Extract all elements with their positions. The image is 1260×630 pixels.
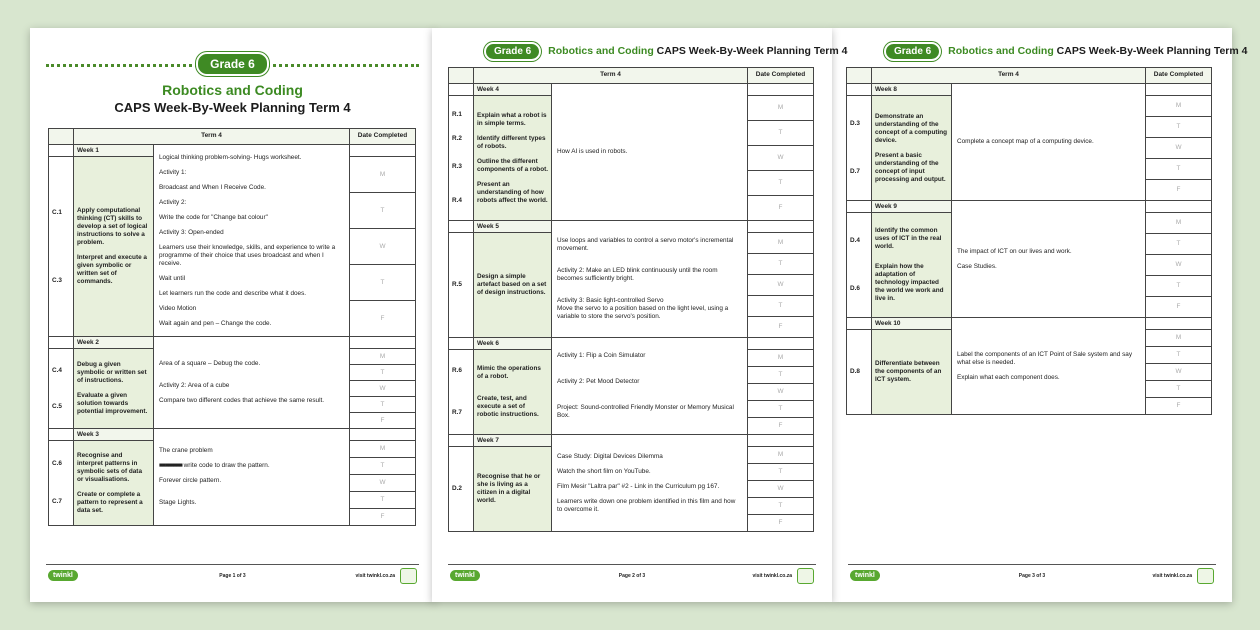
code-blocks-icon: ■■■■■■■■	[159, 462, 182, 469]
date-cell[interactable]: W	[748, 481, 814, 498]
objectives: Apply computational thinking (CT) skills to develop a set of logical instructions to solve a problem. Interpret and execute a given symbolic or written set of commands.	[74, 157, 154, 337]
planning-table	[846, 67, 1212, 415]
page-footer	[448, 564, 816, 586]
date-cell[interactable]: F	[350, 413, 416, 429]
date-cell[interactable]: T	[350, 492, 416, 509]
date-cell[interactable]: F	[748, 317, 814, 338]
date-cell[interactable]: M	[1146, 330, 1212, 347]
date-cell[interactable]: T	[748, 296, 814, 317]
date-cell[interactable]: W	[1146, 138, 1212, 159]
title-black: CAPS Week-By-Week Planning Term 4	[1056, 45, 1248, 57]
date-cell[interactable]: T	[350, 397, 416, 413]
activities: Logical thinking problem-solving- Hugs worksheet. Activity 1: Broadcast and When I Receive Code. Activity 2: Write the code for "Change bat colour" Activity 3: Open-ended Learners use their knowledge, skills, and experience to write a programme of their choice that uses broadcast and when I receive. Wait until Let learners run the code and describe what it does. Video Motion Wait again and pen – Change the code.	[154, 145, 350, 337]
week-label: Week 10	[872, 318, 952, 330]
week-label: Week 6	[474, 338, 552, 350]
quality-badge-icon	[1197, 568, 1214, 584]
header-term: Term 4	[872, 68, 1146, 84]
date-cell[interactable]: F	[1146, 398, 1212, 415]
outcome-codes: D.2	[449, 447, 474, 532]
header-blank	[49, 129, 74, 145]
week-label: Week 7	[474, 435, 552, 447]
title-green: Robotics and Coding	[162, 82, 303, 98]
date-cell[interactable]: F	[1146, 180, 1212, 201]
objectives: Explain what a robot is in simple terms. Identify different types of robots. Outline the different components of a robot. Present an understanding of how robots affect the world.	[474, 96, 552, 221]
page-1	[30, 28, 435, 602]
date-cell[interactable]: M	[1146, 213, 1212, 234]
header-date: Date Completed	[1146, 68, 1212, 84]
page-number: Page 2 of 3	[618, 573, 646, 579]
date-cell[interactable]: T	[1146, 276, 1212, 297]
week-label: Week 9	[872, 201, 952, 213]
page-footer	[46, 564, 419, 586]
date-cell[interactable]: T	[1146, 347, 1212, 364]
date-cell[interactable]: M	[1146, 96, 1212, 117]
date-cell[interactable]: T	[748, 254, 814, 275]
objectives: Mimic the operations of a robot. Create, test, and execute a set of robotic instructions.	[474, 350, 552, 435]
date-cell[interactable]: T	[350, 265, 416, 301]
date-cell[interactable]: T	[1146, 159, 1212, 180]
twinkl-logo: twinkl	[48, 570, 78, 581]
week-label: Week 1	[74, 145, 154, 157]
outcome-codes: R.6 R.7	[449, 350, 474, 435]
planning-table	[448, 67, 814, 532]
date-cell[interactable]: T	[748, 498, 814, 515]
quality-badge-icon	[400, 568, 417, 584]
week-label: Week 2	[74, 337, 154, 349]
grade-pill: Grade 6	[484, 42, 541, 61]
date-cell[interactable]: T	[1146, 117, 1212, 138]
outcome-codes: R.5	[449, 233, 474, 338]
page-3	[832, 28, 1248, 602]
grade-pill: Grade 6	[196, 52, 269, 76]
date-cell[interactable]: T	[350, 365, 416, 381]
outcome-codes: D.8	[847, 330, 872, 415]
date-cell[interactable]: M	[748, 350, 814, 367]
site-url: visit twinkl.co.za	[1152, 573, 1192, 579]
activities: Area of a square – Debug the code. Activity 2: Area of a cube Compare two different codes that achieve the same result.	[154, 337, 350, 429]
quality-badge-icon	[797, 568, 814, 584]
objectives: Identify the common uses of ICT in the real world. Explain how the adaptation of technology impacted the world we work and live in.	[872, 213, 952, 318]
header-blank	[449, 68, 474, 84]
outcome-codes: C.4 C.5	[49, 349, 74, 429]
site-url: visit twinkl.co.za	[752, 573, 792, 579]
date-cell[interactable]: T	[1146, 381, 1212, 398]
date-cell[interactable]: T	[748, 367, 814, 384]
date-cell[interactable]: F	[350, 301, 416, 337]
objectives: Recognise and interpret patterns in symbolic sets of data or visualisations. Create or complete a pattern to represent a data set.	[74, 441, 154, 526]
planning-table	[48, 128, 416, 526]
activities: The impact of ICT on our lives and work. Case Studies.	[952, 201, 1146, 318]
outcome-codes: C.1 C.3	[49, 157, 74, 337]
date-cell[interactable]: M	[748, 447, 814, 464]
date-cell[interactable]: F	[748, 418, 814, 435]
date-cell[interactable]: T	[748, 464, 814, 481]
week-label: Week 4	[474, 84, 552, 96]
page-header	[484, 42, 847, 62]
activities: Complete a concept map of a computing device.	[952, 84, 1146, 201]
header-term: Term 4	[74, 129, 350, 145]
date-cell[interactable]: T	[748, 171, 814, 196]
date-cell[interactable]: T	[350, 193, 416, 229]
date-cell[interactable]: W	[350, 381, 416, 397]
twinkl-logo: twinkl	[850, 570, 880, 581]
date-cell[interactable]: F	[748, 515, 814, 532]
header-date: Date Completed	[350, 129, 416, 145]
activities: Use loops and variables to control a servo motor's incremental movement. Activity 2: Make an LED blink continuously until the room becomes sufficiently bright. Activity 3: Basic light-controlled Servo Move the servo to a position based on the light level, using a variable to store the servo's position.	[552, 221, 748, 338]
week-label: Week 5	[474, 221, 552, 233]
date-cell[interactable]: M	[748, 233, 814, 254]
date-cell[interactable]: M	[748, 96, 814, 121]
site-url: visit twinkl.co.za	[355, 573, 395, 579]
week-label: Week 3	[74, 429, 154, 441]
header-blank	[847, 68, 872, 84]
activities: Case Study: Digital Devices Dilemma Watch the short film on YouTube. Film Mesir "Laltra par" #2 - Link in the Curriculum pg 167. Learners write down one problem identified in this film and how to overcome it.	[552, 435, 748, 532]
title-black: CAPS Week-By-Week Planning Term 4	[114, 100, 351, 115]
date-cell[interactable]: M	[350, 441, 416, 458]
week-label: Week 8	[872, 84, 952, 96]
date-cell[interactable]: T	[748, 121, 814, 146]
objectives: Debug a given symbolic or written set of instructions. Evaluate a given solution towards potential improvement.	[74, 349, 154, 429]
title-green: Robotics and Coding	[948, 45, 1054, 57]
objectives: Demonstrate an understanding of the concept of a computing device. Present a basic understanding of the concept of input processing and output.	[872, 96, 952, 201]
date-cell[interactable]: F	[1146, 297, 1212, 318]
objectives: Recognise that he or she is living as a citizen in a digital world.	[474, 447, 552, 532]
date-cell[interactable]: F	[748, 196, 814, 221]
date-cell[interactable]: T	[350, 458, 416, 475]
activities: How AI is used in robots.	[552, 84, 748, 221]
grade-pill: Grade 6	[884, 42, 941, 61]
date-cell[interactable]: M	[350, 157, 416, 193]
twinkl-logo: twinkl	[450, 570, 480, 581]
date-cell[interactable]: T	[1146, 234, 1212, 255]
date-cell[interactable]: F	[350, 509, 416, 526]
header-term: Term 4	[474, 68, 748, 84]
date-cell[interactable]: W	[1146, 364, 1212, 381]
page-header	[46, 52, 419, 115]
outcome-codes: D.4 D.6	[847, 213, 872, 318]
activities: Activity 1: Flip a Coin Simulator Activity 2: Pet Mood Detector Project: Sound-controlled Friendly Monster or Memory Musical Box.	[552, 338, 748, 435]
outcome-codes: C.6 C.7	[49, 441, 74, 526]
objectives: Design a simple artefact based on a set of design instructions.	[474, 233, 552, 338]
outcome-codes: R.1 R.2 R.3 R.4	[449, 96, 474, 221]
page-number: Page 3 of 3	[1018, 573, 1046, 579]
outcome-codes: D.3 D.7	[847, 96, 872, 201]
objectives: Differentiate between the components of an ICT system.	[872, 330, 952, 415]
header-date: Date Completed	[748, 68, 814, 84]
date-cell[interactable]: T	[748, 401, 814, 418]
title-green: Robotics and Coding	[548, 45, 654, 57]
date-cell[interactable]: M	[350, 349, 416, 365]
date-cell[interactable]: W	[748, 275, 814, 296]
page-header	[884, 42, 1247, 62]
date-cell[interactable]: W	[748, 384, 814, 401]
date-cell[interactable]: W	[350, 229, 416, 265]
title-black: CAPS Week-By-Week Planning Term 4	[656, 45, 848, 57]
activities: The crane problem ■■■■■■■■ write code to draw the pattern. Forever circle pattern. Stage Lights.	[154, 429, 350, 526]
page-number: Page 1 of 3	[219, 573, 246, 579]
page-2	[432, 28, 848, 602]
date-cell[interactable]: W	[748, 146, 814, 171]
activities: Label the components of an ICT Point of Sale system and say what else is needed. Explain what each component does.	[952, 318, 1146, 415]
date-cell[interactable]: W	[1146, 255, 1212, 276]
date-cell[interactable]: W	[350, 475, 416, 492]
page-footer	[848, 564, 1216, 586]
